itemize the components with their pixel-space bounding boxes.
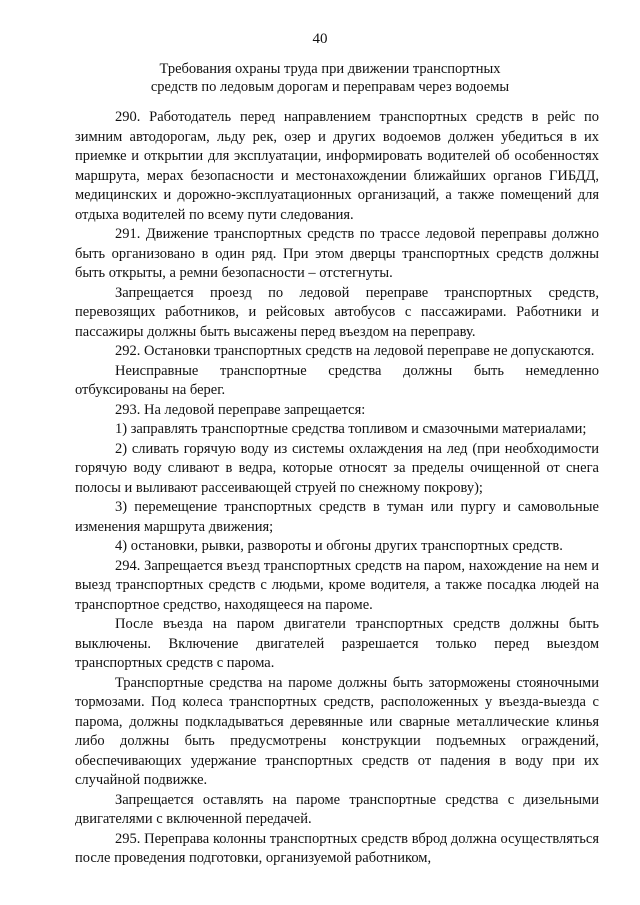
list-item-2: 2) сливать горячую воду из системы охлаждения на лед (при необходимости горячую воду сливают в ведра, которые относят за пределы очищенной от снега полосы и выливают рассеивающей струей по снежному покрову); [75,440,599,496]
paragraph-295: 295. Переправа колонны транспортных средств вброд должна осуществляться после проведения подготовки, организуемой работником, [75,830,599,866]
heading-line-2: средств по ледовым дорогам и переправам через водоемы [150,79,510,95]
list-item-1: 1) заправлять транспортные средства топливом и смазочными материалами; [115,421,587,437]
paragraph-294: 294. Запрещается въезд транспортных средств на паром, нахождение на нем и выезд транспортных средств с людьми, кроме водителя, а также посадка людей на транспортное средство, находящееся на пароме. [75,557,599,613]
heading-line-1: Требования охраны труда при движении транспортных [159,61,501,77]
list-item-3: 3) перемещение транспортных средств в туман или пургу и самовольные изменения маршрута движения; [75,499,599,535]
paragraph-294-diesel: Запрещается оставлять на пароме транспортные средства с дизельными двигателями с включенной передачей. [75,791,599,827]
page-number: 40 [312,31,328,47]
paragraph-292: 292. Остановки транспортных средств на ледовой переправе не допускаются. [115,343,595,359]
list-item-4: 4) остановки, рывки, развороты и обгоны других транспортных средств. [115,538,563,554]
paragraph-293: 293. На ледовой переправе запрещается: [115,401,366,418]
paragraph-291: 291. Движение транспортных средств по трассе ледовой переправы должно быть организовано в один ряд. При этом дверцы транспортных средств должны быть открыты, а ремни безопасности – отстегнуты. [75,226,599,281]
body-text [75,108,599,869]
paragraph-292-towing: Неисправные транспортные средства должны быть немедленно отбуксированы на берег. [75,362,599,398]
paragraph-294-brakes: Транспортные средства на пароме должны быть заторможены стояночными тормозами. Под колеса транспортных средств, расположенных у въезда-выезда с парома, должны подкладываться деревянные или сварные металлические клинья либо должны быть предусмотрены конструкции подъемных ограждений, обеспечивающих удержание транспортных средств от падения в воду при их случайной подвижке. [75,674,599,788]
paragraph-290: 290. Работодатель перед направлением транспортных средств в рейс по зимним автодорогам, льду рек, озер и других водоемов должен убедиться в их приемке и открытии для эксплуатации, информировать водителей об особенностях маршрута, мерах безопасности и местонахождении ближайших органов ГИБДД, медицинских и дорожно-эксплуатационных организаций, а также помещений для отдыха водителей по всему пути следования. [75,109,599,223]
section-heading [80,60,580,96]
paragraph-291-passengers: Запрещается проезд по ледовой переправе транспортных средств, перевозящих работников, и рейсовых автобусов с пассажирами. Работники и пассажиры должны быть высажены перед въездом на переправу. [75,284,599,340]
paragraph-294-engines: После въезда на паром двигатели транспортных средств должны быть выключены. Включение двигателей разрешается только перед выездом транспортных средств с парома. [75,616,599,671]
